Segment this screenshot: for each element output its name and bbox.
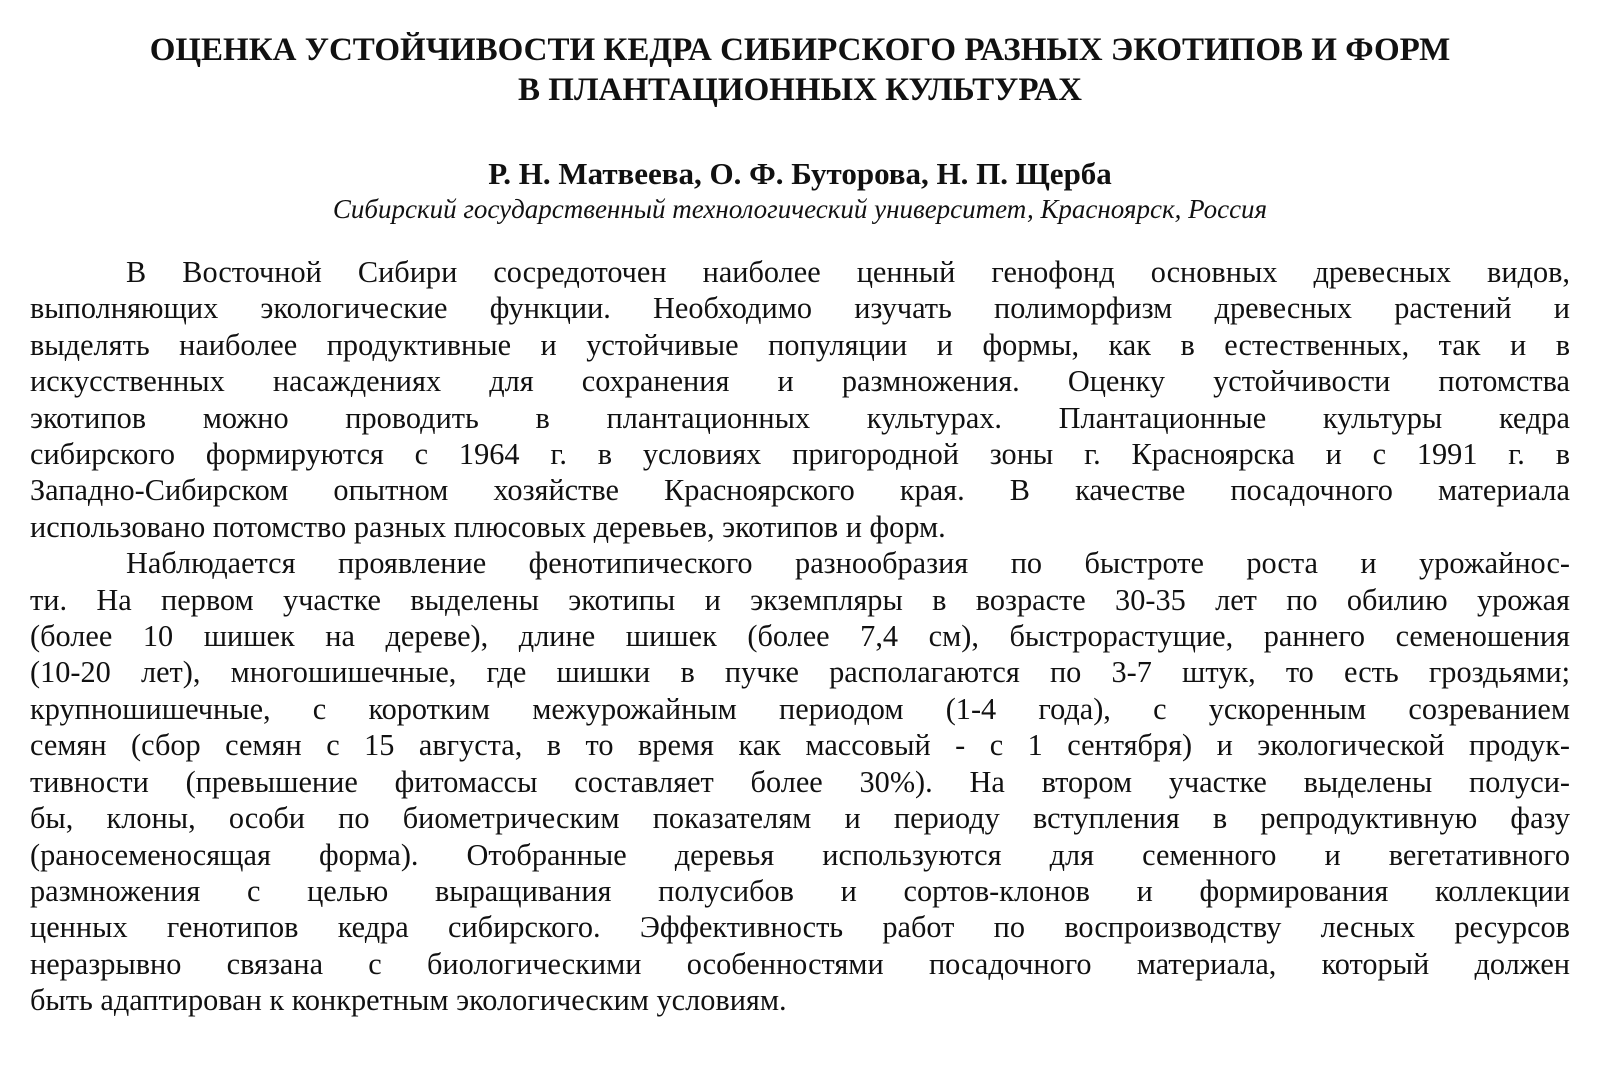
text-line: ти. На первом участке выделены экотипы и экземпляры в возрасте 30-35 лет по обилию урожая [30, 582, 1570, 617]
article-body [30, 254, 1570, 1019]
text-line: (10-20 лет), многошишечные, где шишки в пучке располагаются по 3-7 штук, то есть гроздьями; [30, 655, 1570, 690]
text-line: (раносеменосящая форма). Отобранные деревья используются для семенного и вегетативного [30, 837, 1570, 872]
paragraph-1 [30, 254, 1570, 545]
article-title [30, 30, 1570, 110]
text-line: неразрывно связана с биологическими особенностями посадочного материала, который должен [30, 946, 1570, 981]
title-line: ОЦЕНКА УСТОЙЧИВОСТИ КЕДРА СИБИРСКОГО РАЗНЫХ ЭКОТИПОВ И ФОРМ [149, 32, 1451, 68]
text-line: использовано потомство разных плюсовых деревьев, экотипов и форм. [30, 509, 946, 544]
article-affiliation: Сибирский государственный технологический университет, Красноярск, Россия [332, 194, 1268, 224]
text-line: сибирского формируются с 1964 г. в условиях пригородной зоны г. Красноярска и с 1991 г. в [30, 437, 1570, 472]
text-line: экотипов можно проводить в плантационных культурах. Плантационные культуры кедра [30, 400, 1570, 435]
text-line: выделять наиболее продуктивные и устойчивые популяции и формы, как в естественных, так и в [30, 327, 1570, 362]
text-line: бы, клоны, особи по биометрическим показателям и периоду вступления в репродуктивную фазу [30, 801, 1570, 836]
text-line: семян (сбор семян с 15 августа, в то время как массовый - с 1 сентября) и экологической продук- [30, 728, 1570, 763]
title-line: В ПЛАНТАЦИОННЫХ КУЛЬТУРАХ [518, 72, 1082, 108]
text-line: выполняющих экологические функции. Необходимо изучать полиморфизм древесных растений и [30, 291, 1570, 326]
text-line: (более 10 шишек на дереве), длине шишек (более 7,4 см), быстрорастущие, раннего семеношения [30, 619, 1570, 654]
text-line: размножения с целью выращивания полусибов и сортов-клонов и формирования коллекции [30, 873, 1570, 908]
article-authors: Р. Н. Матвеева, О. Ф. Буторова, Н. П. Щерба [488, 156, 1112, 191]
text-line: тивности (превышение фитомассы составляет более 30%). На втором участке выделены полуси- [30, 764, 1570, 799]
article-page [30, 30, 1570, 1019]
text-line: крупношишечные, с коротким межурожайным периодом (1-4 года), с ускоренным созреванием [30, 691, 1570, 726]
text-line: быть адаптирован к конкретным экологическим условиям. [30, 983, 787, 1018]
text-line: искусственных насаждениях для сохранения и размножения. Оценку устойчивости потомства [30, 364, 1570, 399]
text-line: ценных генотипов кедра сибирского. Эффективность работ по воспроизводству лесных ресурсов [30, 910, 1570, 945]
text-line: Наблюдается проявление фенотипического разнообразия по быстроте роста и урожайнос- [126, 546, 1570, 581]
text-line: Западно-Сибирском опытном хозяйстве Красноярского края. В качестве посадочного материала [30, 473, 1570, 508]
text-line: В Восточной Сибири сосредоточен наиболее ценный генофонд основных древесных видов, [126, 255, 1570, 289]
paragraph-2 [30, 545, 1570, 1018]
